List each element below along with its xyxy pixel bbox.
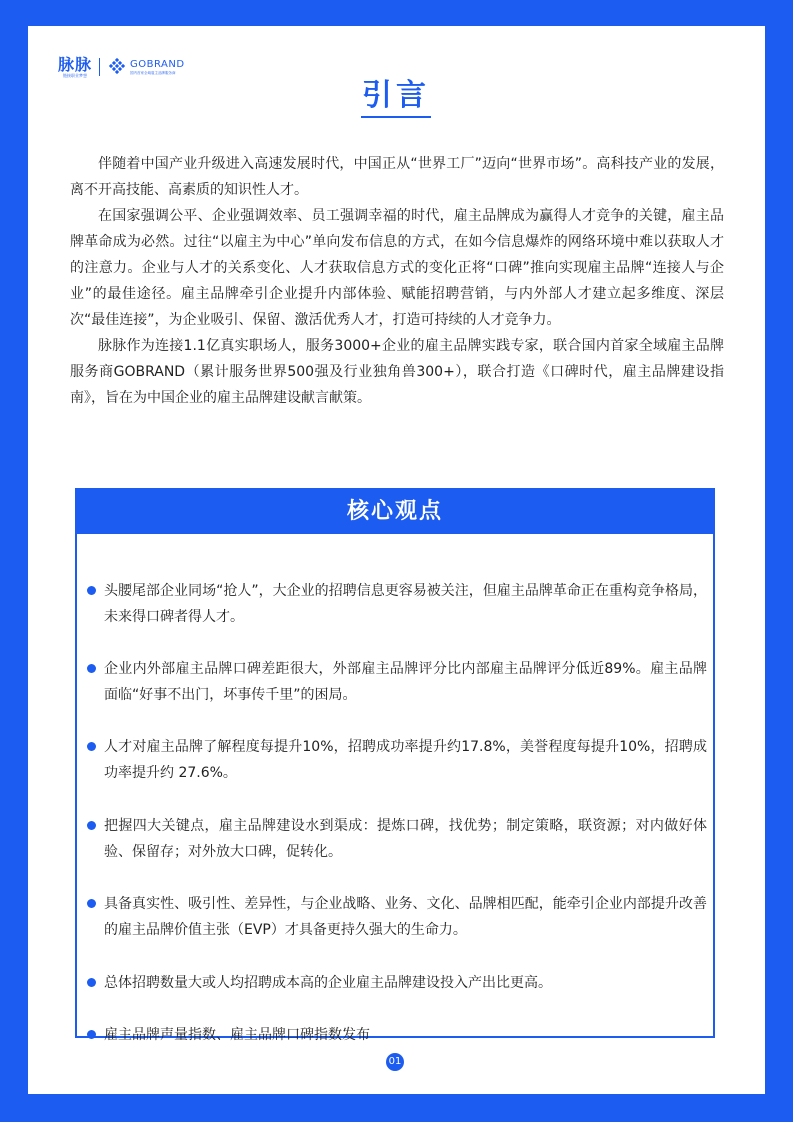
core-point-item [87, 578, 707, 630]
maimai-logo-text: 脉脉 [58, 54, 93, 74]
core-point-item [87, 813, 707, 865]
bullet-dot-icon [87, 586, 96, 595]
bullet-dot-icon [87, 978, 96, 987]
maimai-logo [58, 56, 92, 79]
bullet-dot-icon [87, 664, 96, 673]
logo-divider [99, 58, 100, 76]
core-point-text: 企业内外部雇主品牌口碑差距很大，外部雇主品牌评分比内部雇主品牌评分低近89%。雇主品牌面临“好事不出门，坏事传千里”的困局。 [104, 661, 707, 703]
intro-paragraph-3: 脉脉作为连接1.1亿真实职场人，服务3000+企业的雇主品牌实践专家，联合国内首家全域雇主品牌服务商GOBRAND（累计服务世界500强及行业独角兽300+），联合打造《口碑时代，雇主品牌建设指南》，旨在为中国企业的雇主品牌建设献言献策。 [70, 338, 724, 406]
core-point-item [87, 656, 707, 708]
core-point-item [87, 1022, 707, 1048]
page-number: 01 [386, 1053, 404, 1071]
gobrand-diamond-icon [108, 58, 126, 76]
maimai-logo-subtext: 链接职业梦想 [63, 72, 87, 78]
core-point-text: 具备真实性、吸引性、差异性，与企业战略、业务、文化、品牌相匹配，能牵引企业内部提升改善的雇主品牌价值主张（EVP）才具备更持久强大的生命力。 [104, 896, 707, 938]
bullet-dot-icon [87, 742, 96, 751]
page-title: 引言 [362, 78, 430, 113]
core-point-text: 雇主品牌声量指数、雇主品牌口碑指数发布 [104, 1027, 370, 1043]
core-point-text: 人才对雇主品牌了解程度每提升10%，招聘成功率提升约17.8%，美誉程度每提升10%，招聘成功率提升约 27.6%。 [104, 739, 707, 781]
core-point-text: 总体招聘数量大或人均招聘成本高的企业雇主品牌建设投入产出比更高。 [104, 975, 552, 991]
bullet-dot-icon [87, 1030, 96, 1039]
bullet-dot-icon [87, 899, 96, 908]
gobrand-logo [130, 59, 185, 76]
gobrand-logo-subtext: 国内首家全域雇主品牌服务商 [130, 70, 176, 75]
gobrand-logo-text: GOBRAND [130, 58, 185, 70]
intro-paragraph-1: 伴随着中国产业升级进入高速发展时代，中国正从“世界工厂”迈向“世界市场”。高科技产业的发展，离不开高技能、高素质的知识性人才。 [70, 156, 724, 198]
core-point-item [87, 734, 707, 786]
bullet-dot-icon [87, 821, 96, 830]
title-underline [361, 116, 431, 118]
intro-section [70, 151, 724, 411]
core-point-item [87, 891, 707, 943]
page [28, 26, 765, 1094]
core-points-box [75, 488, 715, 1043]
core-points-header: 核心观点 [77, 490, 713, 534]
intro-paragraph-2: 在国家强调公平、企业强调效率、员工强调幸福的时代，雇主品牌成为赢得人才竞争的关键，雇主品牌革命成为必然。过往“以雇主为中心”单向发布信息的方式，在如今信息爆炸的网络环境中难以获取人才的注意力。企业与人才的关系变化、人才获取信息方式的变化正将“口碑”推向实现雇主品牌“连接人与企业”的最佳途径。雇主品牌牵引企业提升内部体验、赋能招聘营销，与内外部人才建立起多维度、深层次“最佳连接”，为企业吸引、保留、激活优秀人才，打造可持续的人才竞争力。 [70, 208, 724, 328]
header-logos [58, 54, 185, 80]
core-point-text: 把握四大关键点，雇主品牌建设水到渠成：提炼口碑，找优势；制定策略，联资源；对内做好体验、保留存；对外放大口碑，促转化。 [104, 818, 707, 860]
core-point-text: 头腰尾部企业同场“抢人”，大企业的招聘信息更容易被关注，但雇主品牌革命正在重构竞争格局，未来得口碑者得人才。 [104, 583, 707, 625]
core-point-item [87, 970, 707, 996]
